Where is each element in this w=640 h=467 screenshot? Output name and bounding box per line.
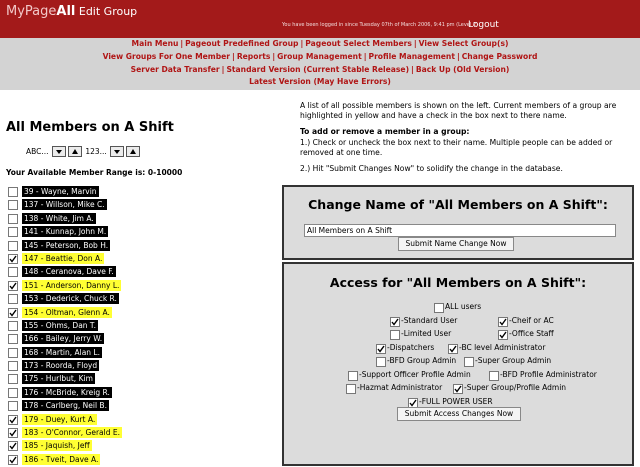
arrow-down-icon	[112, 147, 122, 156]
checkmark-icon	[9, 309, 17, 317]
access-label: -Super Group Admin	[475, 356, 552, 365]
member-label: 141 - Kunnap, John M.	[24, 227, 107, 237]
member-checkbox[interactable]	[8, 308, 18, 318]
checkmark-icon	[391, 318, 399, 326]
member-label: 185 - Jaquish, Jeff	[24, 441, 90, 451]
nav-separator: |	[272, 52, 276, 61]
member-row	[6, 454, 206, 467]
member-row	[6, 213, 206, 226]
member-label: 148 - Ceranova, Dave F.	[24, 267, 114, 277]
member-label: 173 - Roorda, Floyd	[24, 361, 98, 371]
member-row	[6, 320, 206, 333]
checkmark-icon	[454, 385, 462, 393]
checkmark-icon	[449, 345, 457, 353]
access-row	[284, 383, 632, 395]
arrow-down-icon	[54, 147, 64, 156]
access-row	[284, 316, 632, 328]
member-row	[6, 347, 206, 360]
nav-link-pageout-predefined-group[interactable]: Pageout Predefined Group	[185, 39, 299, 48]
member-checkbox[interactable]	[8, 334, 18, 344]
member-row	[6, 387, 206, 400]
nav-link-latest-version-may-have-errors[interactable]: Latest Version (May Have Errors)	[249, 77, 391, 86]
access-label: -BFD Profile Administrator	[500, 369, 597, 379]
access-panel	[282, 262, 634, 466]
access-checkbox[interactable]	[498, 317, 508, 327]
sort-controls	[26, 146, 141, 158]
access-title: Access for "All Members on A Shift":	[329, 275, 587, 290]
checkmark-icon	[9, 442, 17, 450]
access-label: -BC level Administrator	[459, 342, 546, 352]
nav-separator: |	[413, 39, 417, 48]
member-row	[6, 333, 206, 346]
member-row	[6, 280, 206, 293]
access-checkbox[interactable]	[408, 398, 418, 408]
checkmark-icon	[9, 456, 17, 464]
instructions-intro: A list of all possible members is shown on the left. Current members of a group are highlighted in yellow and have a check in the box next to there name.	[300, 101, 617, 121]
member-checkbox[interactable]	[8, 267, 18, 277]
login-status: You have been logged in since Tuesday 07th of March 2006, 9:41 pm (Level 2)	[282, 22, 478, 28]
nav-link-group-management[interactable]: Group Management	[277, 52, 362, 61]
member-label: 154 - Oltman, Glenn A.	[24, 307, 110, 317]
member-label: 168 - Martin, Alan L.	[24, 347, 100, 357]
nav-separator: |	[232, 52, 235, 61]
member-row	[6, 226, 206, 239]
instructions-heading: To add or remove a member in a group:	[300, 127, 470, 137]
access-checkbox[interactable]	[346, 384, 356, 394]
access-checkbox[interactable]	[464, 357, 474, 367]
instructions	[300, 101, 630, 180]
member-checkbox[interactable]	[8, 455, 18, 465]
group-name-input[interactable]	[304, 224, 616, 237]
member-label: 179 - Duey, Kurt A.	[24, 414, 96, 424]
access-row	[284, 302, 632, 314]
access-checkbox[interactable]	[434, 303, 444, 313]
member-label: 155 - Ohms, Dan T.	[24, 320, 97, 330]
access-label: -Cheif or AC	[509, 315, 554, 325]
member-checkbox[interactable]	[8, 254, 18, 264]
nav-link-standard-version-current-stable-release[interactable]: Standard Version (Current Stable Release)	[226, 65, 410, 74]
nav-link-pageout-select-members[interactable]: Pageout Select Members	[305, 39, 412, 48]
nav-link-view-groups-for-one-member[interactable]: View Groups For One Member	[102, 52, 231, 61]
member-label: 145 - Peterson, Bob H.	[24, 240, 109, 250]
member-row	[6, 414, 206, 427]
member-checkbox[interactable]	[8, 415, 18, 425]
member-range-label: Your Available Member Range is: 0-10000	[6, 168, 183, 177]
access-row	[284, 343, 632, 355]
member-label: 39 - Wayne, Marvin	[24, 187, 97, 196]
member-checkbox[interactable]	[8, 187, 18, 197]
sort-abc-desc-button[interactable]	[52, 146, 66, 157]
member-checkbox[interactable]	[8, 321, 18, 331]
member-row	[6, 186, 206, 199]
member-row	[6, 240, 206, 253]
member-checkbox[interactable]	[8, 294, 18, 304]
member-checkbox[interactable]	[8, 348, 18, 358]
member-row	[6, 373, 206, 386]
member-row	[6, 266, 206, 279]
logout-link[interactable]: Logout	[468, 20, 499, 30]
access-checkbox[interactable]	[376, 344, 386, 354]
member-row	[6, 293, 206, 306]
access-checkbox[interactable]	[453, 384, 463, 394]
access-checkbox[interactable]	[348, 371, 358, 381]
member-checkbox[interactable]	[8, 401, 18, 411]
nav-separator: |	[300, 39, 304, 48]
nav-link-reports[interactable]: Reports	[236, 52, 271, 61]
sort-123-label: 123...	[85, 147, 107, 156]
change-name-panel	[282, 185, 634, 260]
member-label: 176 - McBride, Kreig R.	[24, 387, 110, 397]
nav-separator: |	[411, 65, 414, 74]
member-label: 183 - O'Connor, Gerald E.	[24, 428, 120, 438]
access-checkbox[interactable]	[390, 330, 400, 340]
member-label: 178 - Carlberg, Neil B.	[24, 401, 107, 411]
brand-part-3: Edit Group	[75, 5, 138, 18]
nav-link-back-up-old-version[interactable]: Back Up (Old Version)	[415, 65, 510, 74]
member-label: 147 - Beattie, Don A.	[24, 253, 103, 263]
main-navigation	[0, 38, 640, 90]
member-label: 151 - Anderson, Danny L.	[24, 280, 120, 290]
member-row	[6, 199, 206, 212]
member-checkbox[interactable]	[8, 361, 18, 371]
member-checkbox[interactable]	[8, 281, 18, 291]
member-checkbox[interactable]	[8, 214, 18, 224]
access-checkbox[interactable]	[498, 330, 508, 340]
member-row	[6, 253, 206, 266]
sort-abc-label: ABC...	[26, 147, 49, 156]
group-title: All Members on A Shift	[6, 120, 174, 135]
member-checkbox[interactable]	[8, 374, 18, 384]
member-row	[6, 307, 206, 320]
nav-link-change-password[interactable]: Change Password	[461, 52, 538, 61]
checkmark-icon	[499, 331, 507, 339]
member-label: 186 - Tveit, Dave A.	[24, 454, 99, 464]
brand-part-2: All	[56, 4, 76, 19]
instructions-step1	[300, 127, 630, 158]
access-label: -Dispatchers	[387, 342, 435, 352]
checkmark-icon	[409, 399, 417, 407]
member-row	[6, 400, 206, 413]
member-label: 137 - Willson, Mike C.	[24, 200, 105, 210]
instructions-step2: 2.) Hit "Submit Changes Now" to solidify the change in the database.	[300, 164, 563, 174]
submit-name-change-button[interactable]: Submit Name Change Now	[398, 237, 514, 251]
brand-part-1: MyPage	[6, 4, 57, 19]
member-label: 138 - White, Jim A.	[24, 213, 94, 223]
nav-separator: |	[221, 65, 225, 74]
access-label: -Super Group/Profile Admin	[464, 383, 567, 392]
nav-separator: |	[363, 52, 367, 61]
member-row	[6, 427, 206, 440]
nav-row	[0, 52, 640, 62]
change-name-title: Change Name of "All Members on A Shift":	[308, 197, 608, 212]
nav-link-view-select-group-s[interactable]: View Select Group(s)	[418, 39, 509, 48]
checkmark-icon	[9, 255, 17, 263]
member-row	[6, 440, 206, 453]
access-label: -Hazmat Administrator	[357, 383, 443, 392]
access-label: -FULL POWER USER	[419, 396, 493, 406]
arrow-up-icon	[128, 147, 138, 156]
nav-link-profile-management[interactable]: Profile Management	[368, 52, 455, 61]
access-label: -Office Staff	[509, 329, 554, 338]
member-row	[6, 360, 206, 373]
checkmark-icon	[499, 318, 507, 326]
member-checkbox[interactable]	[8, 227, 18, 237]
member-label: 175 - Hurlbut, Kim	[24, 374, 93, 384]
member-label: 153 - Dederick, Chuck R.	[24, 294, 117, 304]
nav-row	[0, 39, 640, 49]
checkmark-icon	[9, 429, 17, 437]
access-checkbox[interactable]	[489, 371, 499, 381]
access-label: -BFD Group Admin	[387, 356, 457, 365]
nav-row	[0, 65, 640, 75]
nav-separator: |	[456, 52, 460, 61]
nav-link-server-data-transfer[interactable]: Server Data Transfer	[130, 65, 220, 74]
member-label: 166 - Bailey, Jerry W.	[24, 334, 103, 344]
member-list	[6, 186, 206, 467]
access-label: -Support Officer Profile Admin	[359, 369, 471, 379]
member-checkbox[interactable]	[8, 241, 18, 251]
access-checkbox[interactable]	[390, 317, 400, 327]
access-label: ALL users	[445, 302, 482, 311]
access-row	[284, 329, 632, 341]
access-row	[284, 370, 632, 382]
instructions-step1-text: 1.) Check or uncheck the box next to their name. Multiple people can be added or removed at one time.	[300, 137, 613, 157]
access-label: -Standard User	[401, 315, 458, 325]
sort-123-desc-button[interactable]	[110, 146, 124, 157]
submit-access-changes-button[interactable]: Submit Access Changes Now	[397, 407, 521, 421]
member-checkbox[interactable]	[8, 428, 18, 438]
access-checkbox[interactable]	[448, 344, 458, 354]
checkmark-icon	[377, 345, 385, 353]
member-checkbox[interactable]	[8, 388, 18, 398]
access-checkbox[interactable]	[376, 357, 386, 367]
access-label: -Limited User	[401, 329, 452, 338]
checkmark-icon	[9, 416, 17, 424]
sort-123-asc-button[interactable]	[126, 146, 140, 157]
sort-abc-asc-button[interactable]	[68, 146, 82, 157]
nav-separator: |	[180, 39, 184, 48]
app-header	[0, 0, 640, 38]
nav-row	[0, 77, 640, 87]
member-checkbox[interactable]	[8, 441, 18, 451]
member-checkbox[interactable]	[8, 200, 18, 210]
checkmark-icon	[9, 282, 17, 290]
access-row	[284, 356, 632, 368]
brand-title	[6, 4, 137, 19]
arrow-up-icon	[70, 147, 80, 156]
nav-link-main-menu[interactable]: Main Menu	[131, 39, 179, 48]
